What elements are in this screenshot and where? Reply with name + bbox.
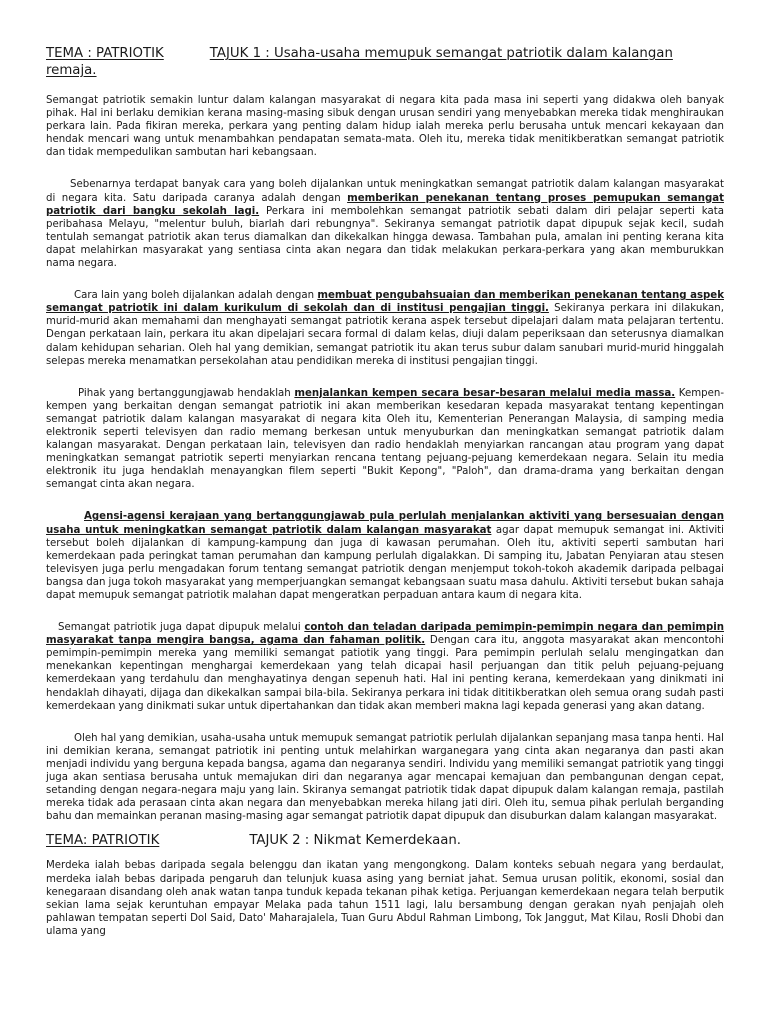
paragraph-3 — [46, 289, 724, 368]
paragraph-5-rest: agar dapat memupuk semangat ini. Aktiviti tersebut boleh dijalankan di kampung-kampung dan juga di kawasan perumahan. Oleh itu, aktiviti seperti sambutan hari kemerdekaan pada peringkat taman perumahan dan kampung perlulah digalakkan. Di samping itu, Jabatan Penyiaran atau stesen televisyen juga perlu mengadakan forum tentang semangat patriotik dengan menjemput tokoh-tokoh akademik daripada pelbagai bangsa dan juga tokoh masyarakat yang memperjuangkan semangat kebangsaan suatu masa dahulu. Aktiviti tersebut bukan sahaja dapat memupuk semangat patriotik malahan dapat mengeratkan perpaduan antara kaum di negara kita. — [46, 524, 725, 601]
paragraph-3-text: Cara lain yang boleh dijalankan adalah dengan — [74, 290, 318, 302]
heading-1-tajuk: TAJUK 1 : Usaha-usaha memupuk semangat patriotik dalam kalangan remaja. — [46, 46, 673, 78]
heading-2-tajuk: TAJUK 2 : Nikmat Kemerdekaan. — [249, 833, 462, 849]
paragraph-8-text: Merdeka ialah bebas daripada segala belenggu dan ikatan yang mengongkong. Dalam konteks sebuah negara yang berdaulat, merdeka ialah bebas daripada pengaruh dan telunjuk kuasa asing yang berniat jahat. Semua urusan politik, ekonomi, sosial dan kenegaraan disandang oleh anak watan tanpa tunduk kepada tekanan pihak ketiga. Perjuangan kemerdekaan negara telah berputik sekian lama sejak keruntuhan empayar Melaka pada tahun 1511 lagi, lalu bersambung dengan gerakan nyah penjajah oleh pahlawan tempatan seperti Dol Said, Dato' Maharajalela, Tuan Guru Abdul Rahman Limbong, Tok Janggut, Mat Kilau, Rosli Dhobi dan ulama yang — [46, 860, 724, 937]
paragraph-8 — [46, 859, 724, 938]
paragraph-2-rest: Perkara ini membolehkan semangat patriotik sebati dalam diri pelajar seperti kata peribahasa Melayu, "melentur buluh, biarlah dari rebungnya". Sekiranya semangat patriotik dapat dipupuk sejak kecil, sudah tentulah semangat patriotik akan terus diamalkan dan dikekalkan hingga dewasa. Tambahan pula, amalan ini penting kerana kita dapat melahirkan masyarakat yang sentiasa cinta akan negara dan tidak melakukan perkara-perkara yang akan memburukkan nama negara. — [46, 205, 724, 270]
heading-1 — [46, 45, 724, 79]
paragraph-5-highlight: Agensi-agensi kerajaan yang bertanggungjawab pula perlulah menjalankan aktiviti yang bersesuaian dengan usaha untuk meningkatkan semangat patriotik dalam kalangan masyarakat — [46, 511, 724, 536]
paragraph-3-highlight: membuat pengubahsuaian dan memberikan penekanan tentang aspek semangat patriotik ini dalam kurikulum di sekolah dan di institusi pengajian tinggi. — [46, 290, 724, 315]
paragraph-4 — [46, 387, 724, 492]
paragraph-2 — [46, 178, 724, 270]
paragraph-1 — [46, 94, 724, 159]
paragraph-1-text: Semangat patriotik semakin luntur dalam kalangan masyarakat di negara kita pada masa ini seperti yang didakwa oleh banyak pihak. Hal ini berlaku demikian kerana masing-masing sibuk dengan urusan sendiri yang menyebabkan mereka tidak menghiraukan perkara lain. Pada fikiran mereka, perkara yang penting dalam hidup ialah mereka perlu berusaha untuk mencari kekayaan dan hendak mencari wang untuk menambahkan pendapatan semata-mata. Oleh itu, mereka tidak menitikberatkan semangat patriotik dan tidak mempedulikan sambutan hari kebangsaan. — [46, 95, 724, 159]
paragraph-6-text: Semangat patriotik juga dapat dipupuk melalui — [58, 622, 305, 634]
paragraph-3-rest: Sekiranya perkara ini dilakukan, murid-murid akan memahami dan menghayati semangat patriotik kerana aspek tersebut dipelajari dalam mata pelajaran tertentu. Dengan perkataan lain, perkara itu akan dipelajari secara formal di dalam kelas, diuji dalam peperiksaan dan seterusnya diamalkan dalam kehidupan seharian. Oleh hal yang demikian, semangat patriotik itu akan terus subur dalam sanubari murid-murid hinggalah selepas mereka menamatkan persekolahan atau pendidikan mereka di institusi pengajian tinggi. — [46, 303, 724, 367]
paragraph-4-text: Pihak yang bertanggungjawab hendaklah — [78, 387, 295, 399]
paragraph-2-text: Sebenarnya terdapat banyak cara yang boleh dijalankan untuk meningkatkan semangat patriotik dalam kalangan masyarakat di negara kita. Satu daripada caranya adalah dengan — [46, 179, 724, 204]
paragraph-6-highlight: contoh dan teladan daripada pemimpin-pemimpin negara dan pemimpin masyarakat tanpa mengira bangsa, agama dan fahaman politik. — [46, 622, 724, 647]
paragraph-2-highlight: memberikan penekanan tentang proses pemupukan semangat patriotik dari bangku sekolah lagi. — [46, 192, 724, 217]
paragraph-6-rest: Dengan cara itu, anggota masyarakat akan mencontohi pemimpin-pemimpin mereka yang memiliki semangat patiotik yang tinggi. Para pemimpin perlulah selalu mengingatkan dan menekankan kepentingan menghargai kemerdekaan yang telah dicapai hasil perjuangan dan titik peluh pejuang-pejuang kemerdekaan yang terdahulu dan menghayatinya dengan sepenuh hati. Hal ini penting kerana, kemerdekaan yang dinikmati ini hendaklah dihayati, dijaga dan dikekalkan sampai bila-bila. Sekiranya perkara ini tidak dititikberatkan oleh semua orang sudah pasti kemerdekaan yang dinikmati sukar untuk dipertahankan dan tidak akan memberi makna lagi kepada generasi yang akan datang. — [46, 635, 724, 712]
paragraph-7 — [46, 732, 724, 824]
heading-2-tema: TEMA: PATRIOTIK — [46, 833, 160, 849]
paragraph-4-rest: Kempen-kempen yang berkaitan dengan semangat patriotik ini akan memberikan kesedaran kepada masyarakat tentang kepentingan semangat patriotik dalam kalangan masyarakat di negara kita Oleh itu, Kementerian Penerangan Malaysia, di samping media elektronik seperti televisyen dan radio memang berkesan untuk menyuburkan dan meningkatkan semangat patriotik dalam kalangan masyarakat. Dengan perkataan lain, televisyen dan radio hendaklah menyiarkan rancangan atau program yang dapat meningkatkan semangat patriotik seperti menyiarkan rencana tentang pejuang-pejuang kemerdekaan negara. Selain itu media elektronik itu juga hendaklah menayangkan filem seperti "Bukit Kepong", "Paloh", dan drama-drama yang berkaitan dengan semangat cinta akan negara. — [46, 387, 724, 491]
paragraph-5 — [46, 510, 724, 602]
paragraph-7-text: Oleh hal yang demikian, usaha-usaha untuk memupuk semangat patriotik perlulah dijalankan sepanjang masa tanpa henti. Hal ini demikian kerana, semangat patriotik ini penting untuk melahirkan warganegara yang cinta akan negaranya dan pasti akan menjadi individu yang berguna kepada bangsa, agama dan negaranya sendiri. Individu yang memiliki semangat patriotik yang tinggi juga akan sentiasa berusaha untuk memajukan diri dan negaranya agar mencapai kemajuan dan pembangunan dengan cepat, setanding dengan negara-negara maju yang lain. Skiranya semangat patriotik tidak dapat dipupuk dalam kalangan remaja, pastilah mereka tidak ada perasaan cinta akan negara dan menyebabkan mereka hilang jati diri. Oleh itu, semua pihak perlulah berganding bahu dan memainkan peranan masing-masing agar semangat patriotik dapat dipupuk dan disuburkan dalam kalangan masyarakat. — [46, 732, 724, 823]
paragraph-6 — [46, 621, 724, 713]
heading-2 — [46, 832, 724, 849]
heading-1-tema: TEMA : PATRIOTIK — [46, 46, 164, 61]
paragraph-4-highlight: menjalankan kempen secara besar-besaran melalui media massa. — [294, 387, 676, 399]
